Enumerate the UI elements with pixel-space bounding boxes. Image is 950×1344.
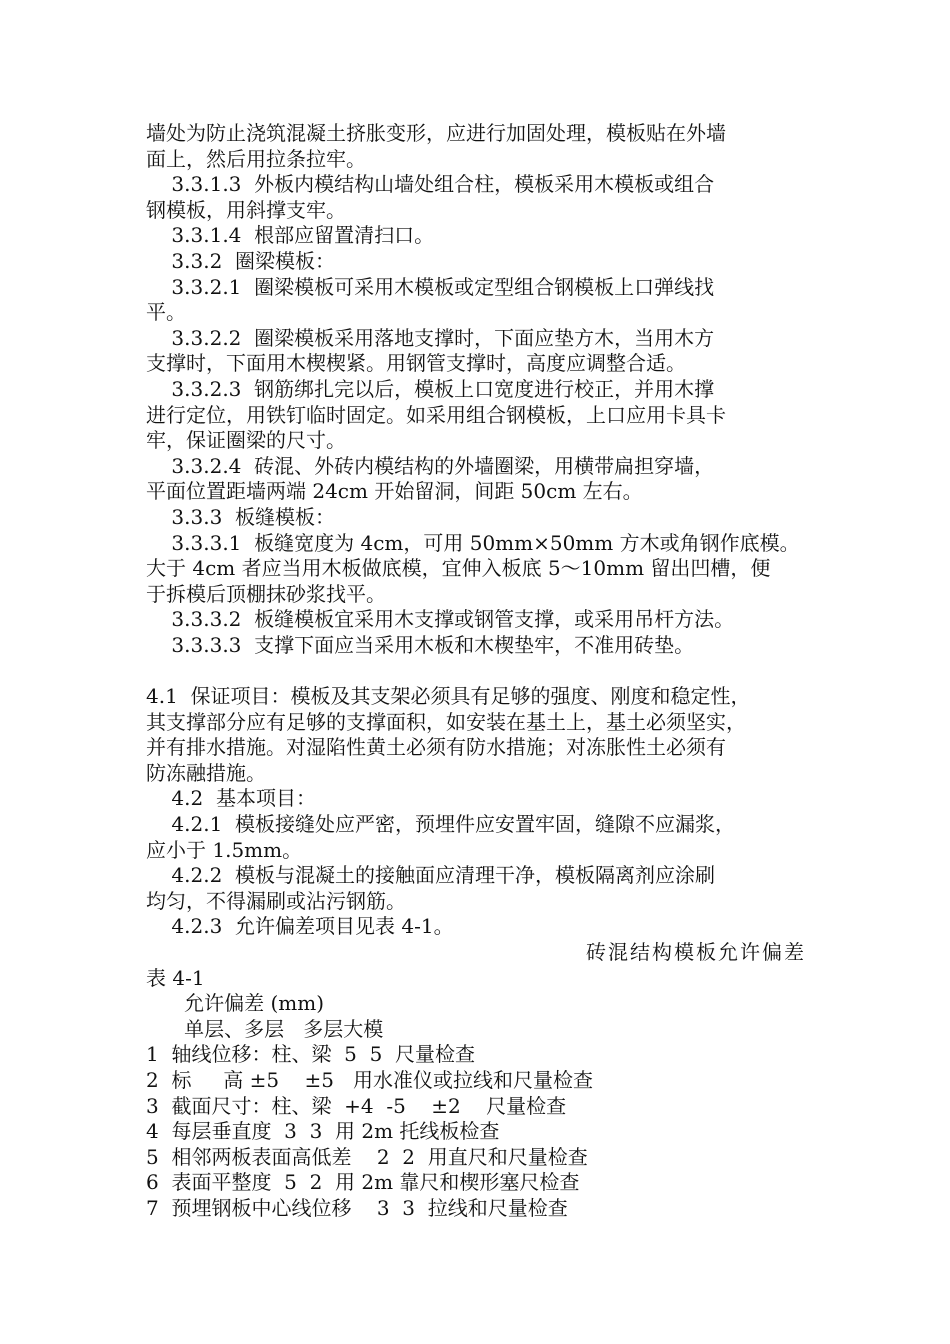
table-row: 3 截面尺寸：柱、梁 +4 -5 ±2 尺量检查 (146, 1093, 567, 1118)
blank-line (146, 658, 826, 684)
section-heading: 3.3.3 板缝模板： (146, 504, 336, 529)
table-row: 7 预埋钢板中心线位移 3 3 拉线和尺量检查 (146, 1195, 568, 1220)
table-row: 2 标 高 ±5 ±5 用水准仪或拉线和尺量检查 (146, 1067, 594, 1092)
table-row: 6 表面平整度 5 2 用 2m 靠尺和楔形塞尺检查 (146, 1170, 580, 1195)
paragraph-line: 3.3.2.2 圈梁模板采用落地支撑时，下面应垫方木，当用木方 (146, 325, 715, 350)
paragraph-line: 支撑时，下面用木楔楔紧。用钢管支撑时，高度应调整合适。 (146, 351, 686, 376)
paragraph-line: 进行定位，用铁钉临时固定。如采用组合钢模板，上口应用卡具卡 (146, 402, 726, 427)
paragraph-line: 防冻融措施。 (146, 760, 266, 785)
table-row: 1 轴线位移：柱、梁 5 5 尺量检查 (146, 1042, 476, 1067)
paragraph-line: 4.2.1 模板接缝处应严密，预埋件应安置牢固，缝隙不应漏浆， (146, 812, 736, 837)
table-row: 4 每层垂直度 3 3 用 2m 托线板检查 (146, 1119, 500, 1144)
paragraph-line: 3.3.3.1 板缝宽度为 4cm，可用 50mm×50mm 方木或角钢作底模。 (146, 530, 800, 555)
paragraph-line: 钢模板，用斜撑支牢。 (146, 197, 346, 222)
paragraph-line: 平。 (146, 300, 186, 325)
paragraph-line: 面上，然后用拉条拉牢。 (146, 146, 366, 171)
section-heading: 4.2 基本项目： (146, 786, 316, 811)
document-body (146, 121, 826, 1222)
table-label: 表 4-1 (146, 965, 205, 990)
paragraph-line: 应小于 1.5mm。 (146, 837, 303, 862)
paragraph-line: 3.3.2.1 圈梁模板可采用木模板或定型组合钢模板上口弹线找 (146, 274, 715, 299)
paragraph-line: 均匀，不得漏刷或沾污钢筋。 (146, 888, 406, 913)
paragraph-line: 平面位置距墙两端 24cm 开始留洞，间距 50cm 左右。 (146, 479, 643, 504)
paragraph-line: 大于 4cm 者应当用木板做底模，宜伸入板底 5～10mm 留出凹槽，便 (146, 556, 771, 581)
paragraph-line: 3.3.3.2 板缝模板宜采用木支撑或钢管支撑，或采用吊杆方法。 (146, 607, 735, 632)
paragraph-line: 牢，保证圈梁的尺寸。 (146, 428, 346, 453)
paragraph-line: 其支撑部分应有足够的支撑面积，如安装在基土上，基土必须坚实， (146, 709, 746, 734)
paragraph-line: 3.3.2.3 钢筋绑扎完以后，模板上口宽度进行校正，并用木撑 (146, 376, 715, 401)
table-row: 5 相邻两板表面高低差 2 2 用直尺和尺量检查 (146, 1144, 588, 1169)
table-header: 单层、多层 多层大模 (146, 1016, 384, 1041)
paragraph-line: 4.1 保证项目：模板及其支架必须具有足够的强度、刚度和稳定性， (146, 684, 751, 709)
table-header: 允许偏差 (mm) (146, 991, 325, 1016)
paragraph-line: 并有排水措施。对湿陷性黄土必须有防水措施；对冻胀性土必须有 (146, 735, 726, 760)
paragraph-line: 3.3.1.4 根部应留置清扫口。 (146, 223, 435, 248)
paragraph-line: 3.3.3.3 支撑下面应当采用木板和木楔垫牢，不准用砖垫。 (146, 632, 695, 657)
paragraph-line: 于拆模后顶棚抹砂浆找平。 (146, 581, 386, 606)
paragraph-line: 3.3.1.3 外板内模结构山墙处组合柱，模板采用木模板或组合 (146, 172, 715, 197)
table-caption: 砖混结构模板允许偏差 (586, 940, 806, 964)
paragraph-line: 墙处为防止浇筑混凝土挤胀变形，应进行加固处理，模板贴在外墙 (146, 121, 726, 145)
section-heading: 3.3.2 圈梁模板： (146, 248, 336, 273)
paragraph-line: 4.2.3 允许偏差项目见表 4-1。 (146, 914, 454, 939)
paragraph-line: 3.3.2.4 砖混、外砖内模结构的外墙圈梁，用横带扁担穿墙， (146, 453, 715, 478)
paragraph-line: 4.2.2 模板与混凝土的接触面应清理干净，模板隔离剂应涂刷 (146, 863, 716, 888)
